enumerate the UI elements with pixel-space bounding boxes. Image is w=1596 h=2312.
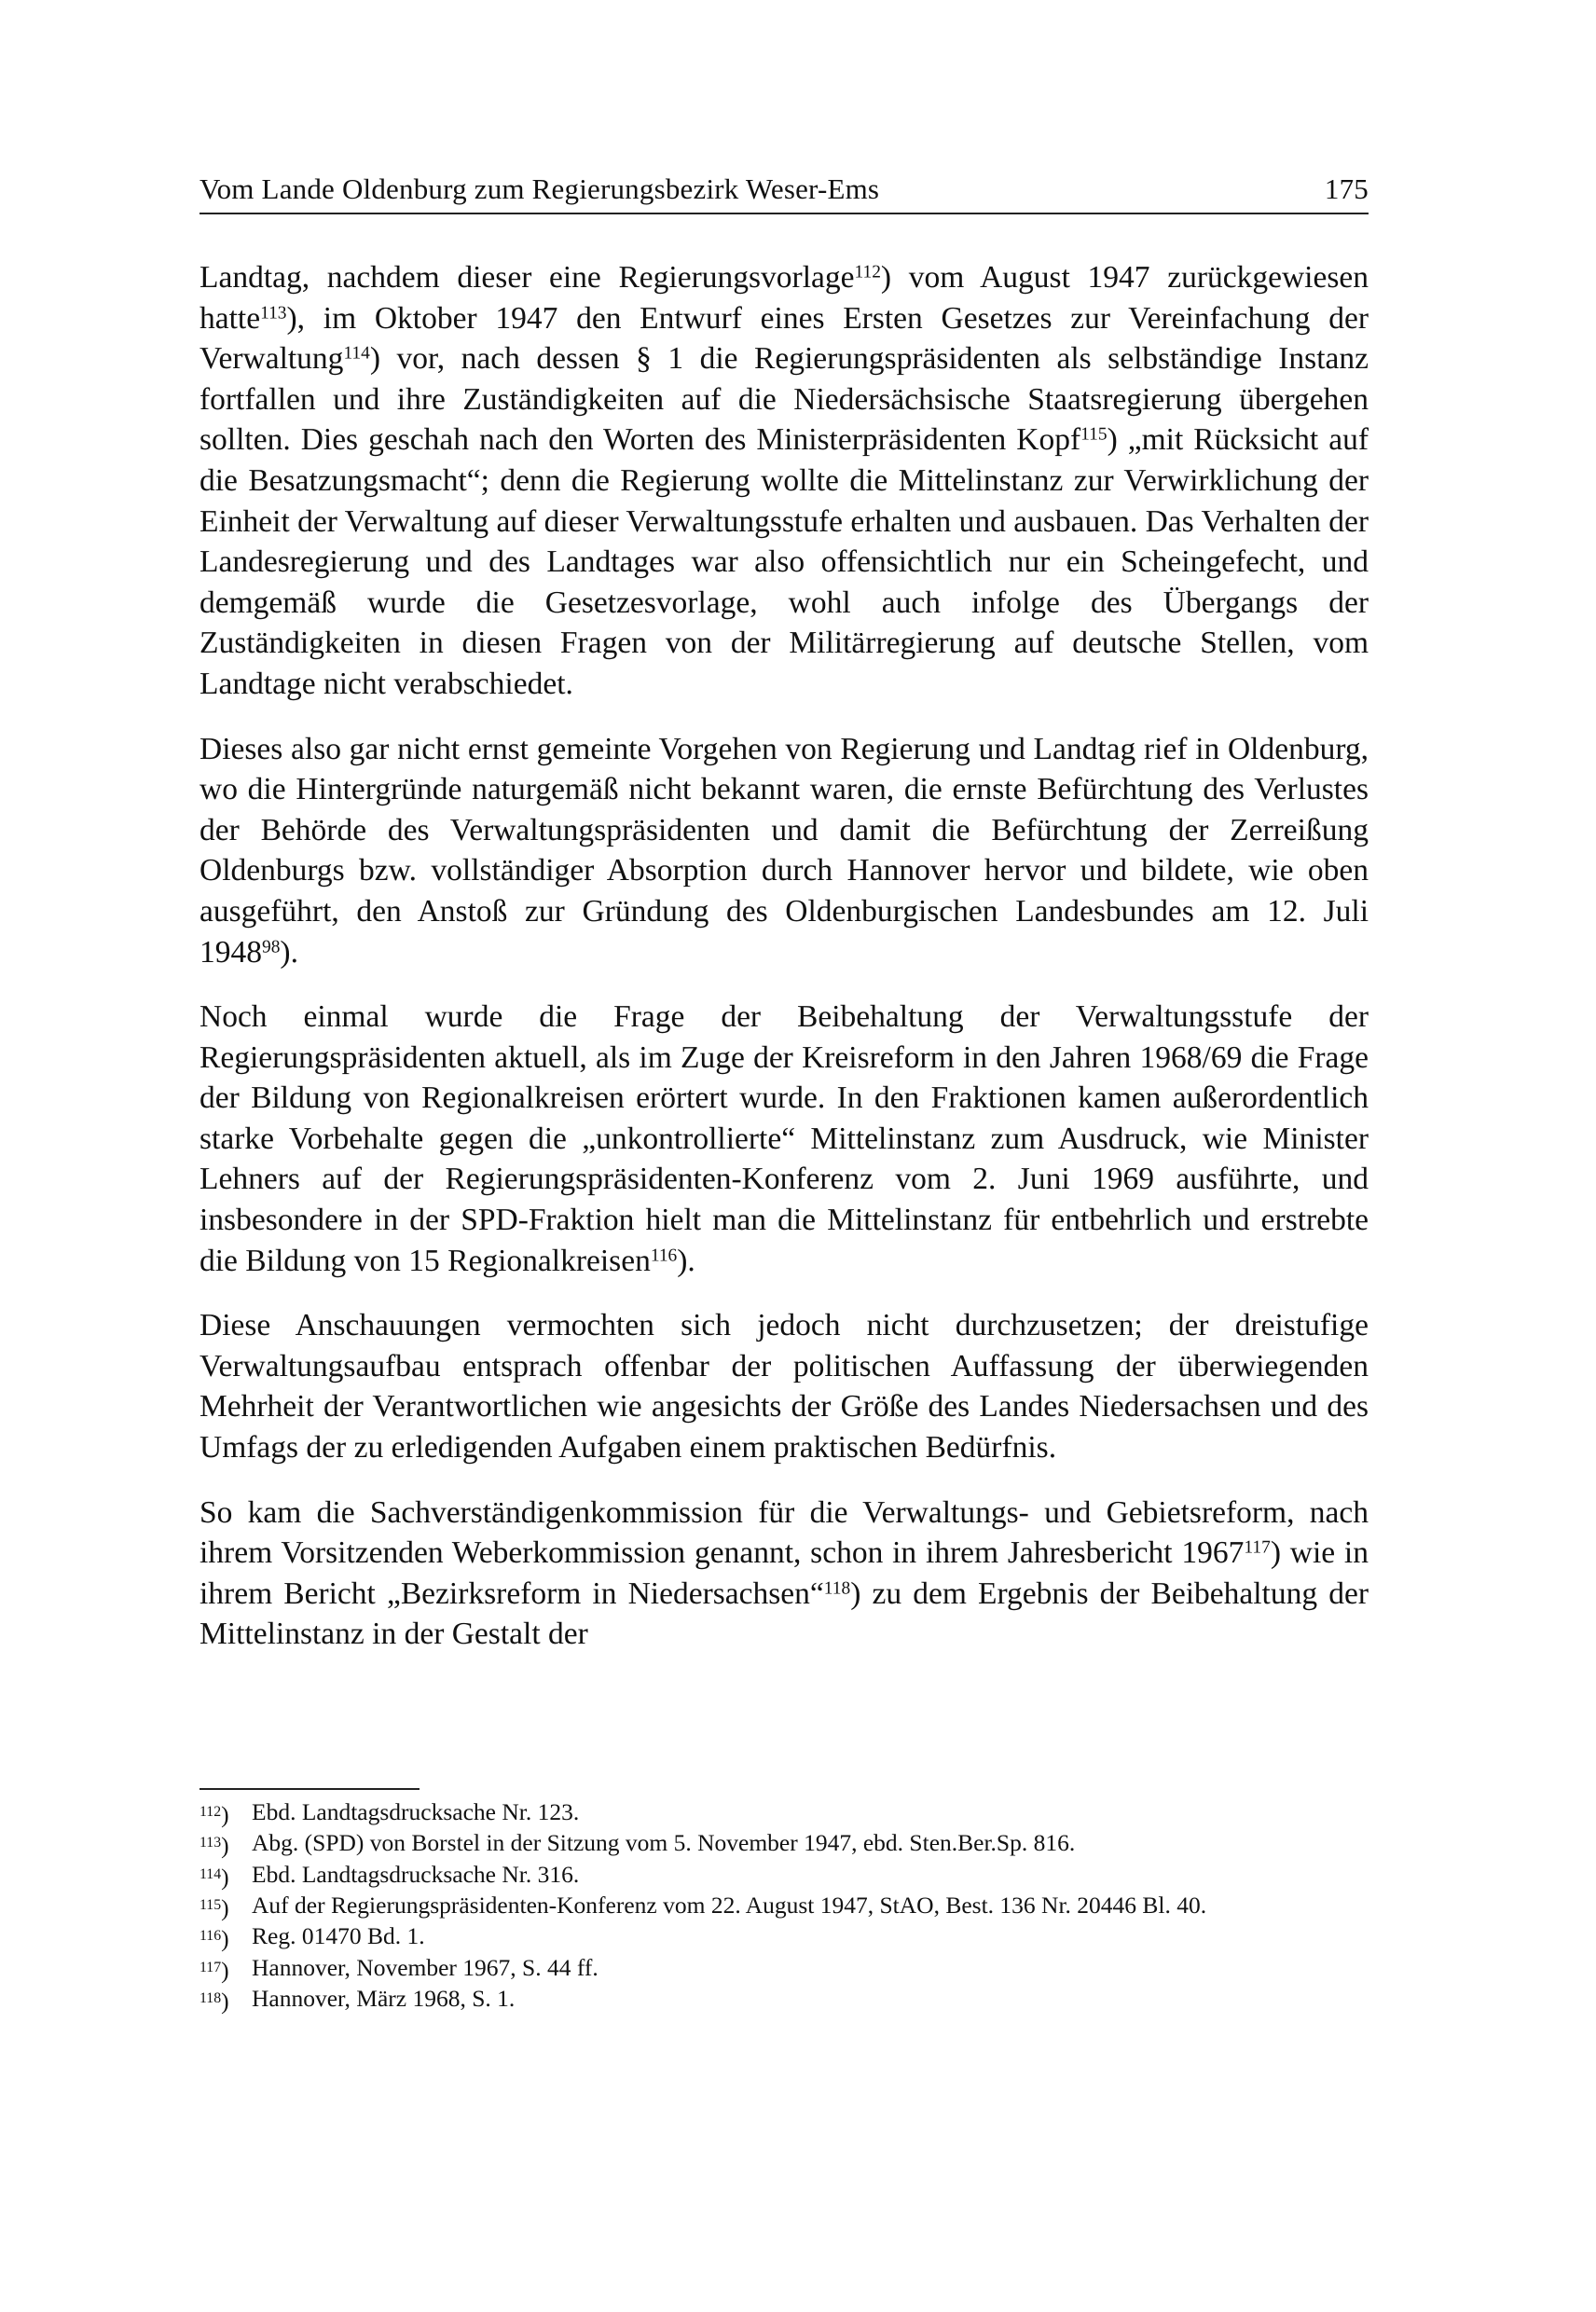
running-title: Vom Lande Oldenburg zum Regierungsbezirk Weser-Ems [200,172,880,205]
paragraph-text: Landtag, nachdem dieser eine Regierungsvorlage [200,260,855,295]
paragraph-text: Noch einmal wurde die Frage der Beibehaltung der Verwaltungsstufe der Regierungspräsidenten aktuell, als im Zuge der Kreisreform in den Jahren 1968/69 die Frage der Bildung von Regionalkreisen erörtert wurde. In den Fraktionen kamen außerordentlich starke Vorbehalte gegen die „unkontrollierte“ Mittelinstanz zum Ausdruck, wie Minister Lehners auf der Regierungspräsidenten-Konferenz vom 2. Juni 1969 ausführte, und insbesondere in der SPD-Fraktion hielt man die Mittelinstanz für entbehrlich und erstrebte die Bildung von 15 Regionalkreisen [200,999,1369,1278]
paragraph-text: ) vor, nach dessen § 1 die Regierungspräsidenten als selbständige Instanz fortfallen und ihre Zuständigkeiten auf die Niedersächsische Staatsregierung übergehen sollten. Dies geschah nach den Worten des Ministerpräsidenten Kopf [200,341,1369,458]
footnote [200,1954,1369,1985]
paragraph [200,1305,1369,1467]
paragraph [200,1493,1369,1655]
footnote-number: $^{113}$) [200,1832,229,1860]
paragraph-text: ) wie in ihrem Bericht „Bezirksreform in Niedersachsen“ [200,1535,1369,1611]
footnote-text: Ebd. Landtagsdrucksache Nr. 123. [252,1798,580,1825]
page-number: 175 [1324,172,1369,205]
footnote-ref[interactable]: 112 [854,262,881,282]
paragraph [200,997,1369,1281]
footnote [200,1798,1369,1829]
footnote [200,1861,1369,1892]
footnote-ref[interactable]: 118 [823,1578,851,1599]
footnotes [200,1798,1369,2016]
footnote-number: $^{115}$) [200,1894,229,1922]
paragraph-text: Dieses also gar nicht ernst gemeinte Vorgehen von Regierung und Landtag rief in Oldenburg, wo die Hintergründe naturgemäß nicht bekannt waren, die ernste Befürchtung des Verlustes der Behörde des Verwaltungspräsidenten und damit die Befürchtung der Zerreißung Oldenburgs bzw. vollständiger Absorption durch Hannover hervor und bildete, wie oben ausgeführt, den Anstoß zur Gründung des Oldenburgischen Landesbundes am 12. Juli 1948 [200,731,1369,970]
body-text [200,257,1369,1679]
footnote-number: $^{116}$) [200,1925,229,1953]
paragraph-text: ) vom August 1947 zurückgewiesen hatte [200,260,1369,336]
footnote-number: $^{112}$) [200,1801,229,1829]
paragraph-text: ). [677,1243,695,1278]
paragraph-text: ), im Oktober 1947 den Entwurf eines Ersten Gesetzes zur Vereinfachung der Verwaltung [200,300,1369,377]
footnote-number: $^{117}$) [200,1956,229,1984]
footnote-ref[interactable]: 98 [262,936,281,956]
paragraph-text: ) „mit Rücksicht auf die Besatzungsmacht“; denn die Regierung wollte die Mittelinstanz zur Verwirklichung der Einheit der Verwaltung auf dieser Verwaltungsstufe erhalten und ausbauen. Das Verhalten der Landesregierung und des Landtages war also offensichtlich nur ein Scheingefecht, und demgemäß wurde die Gesetzesvorlage, wohl auch infolge des Übergangs der Zuständigkeiten in diesen Fragen von der Militärregierung auf deutsche Stellen, vom Landtage nicht verabschiedet. [200,422,1369,701]
footnote-text: Reg. 01470 Bd. 1. [252,1922,425,1950]
footnote-ref[interactable]: 116 [650,1245,678,1265]
footnote-ref[interactable]: 117 [1244,1537,1271,1558]
footnote-ref[interactable]: 115 [1080,424,1108,445]
footnote [200,1829,1369,1860]
footnote-text: Ebd. Landtagsdrucksache Nr. 316. [252,1860,580,1888]
paragraph-text: ) zu dem Ergebnis der Beibehaltung der Mittelinstanz in der Gestalt der [200,1576,1369,1652]
footnote-number: $^{114}$) [200,1863,229,1891]
footnote-text: Hannover, November 1967, S. 44 ff. [252,1953,598,1981]
running-header [200,166,1369,214]
footnote-text: Hannover, März 1968, S. 1. [252,1984,516,2012]
footnote-text: Auf der Regierungspräsidenten-Konferenz vom 22. August 1947, StAO, Best. 136 Nr. 20446 Bl. 40. [252,1891,1207,1919]
paragraph-text: So kam die Sachverständigenkommission für die Verwaltungs- und Gebietsreform, nach ihrem Vorsitzenden Weberkommission genannt, schon in ihrem Jahresbericht 1967 [200,1494,1369,1571]
footnote [200,1985,1369,2016]
paragraph [200,729,1369,973]
paragraph [200,257,1369,705]
footnote [200,1922,1369,1953]
footnote-separator [200,1788,420,1790]
footnote-number: $^{118}$) [200,1987,229,2015]
footnote-ref[interactable]: 114 [343,343,370,364]
paragraph-text: Diese Anschauungen vermochten sich jedoch nicht durchzusetzen; der dreistufige Verwaltungsaufbau entsprach offenbar der politischen Auffassung der überwiegenden Mehrheit der Verantwortlichen wie angesichts der Größe des Landes Niedersachsen und des Umfags der zu erledigenden Aufgaben einem praktischen Bedürfnis. [200,1308,1369,1466]
footnote [200,1892,1369,1922]
paragraph-text: ). [280,934,298,970]
footnote-text: Abg. (SPD) von Borstel in der Sitzung vom 5. November 1947, ebd. Sten.Ber.Sp. 816. [252,1829,1076,1857]
footnote-ref[interactable]: 113 [260,302,287,323]
